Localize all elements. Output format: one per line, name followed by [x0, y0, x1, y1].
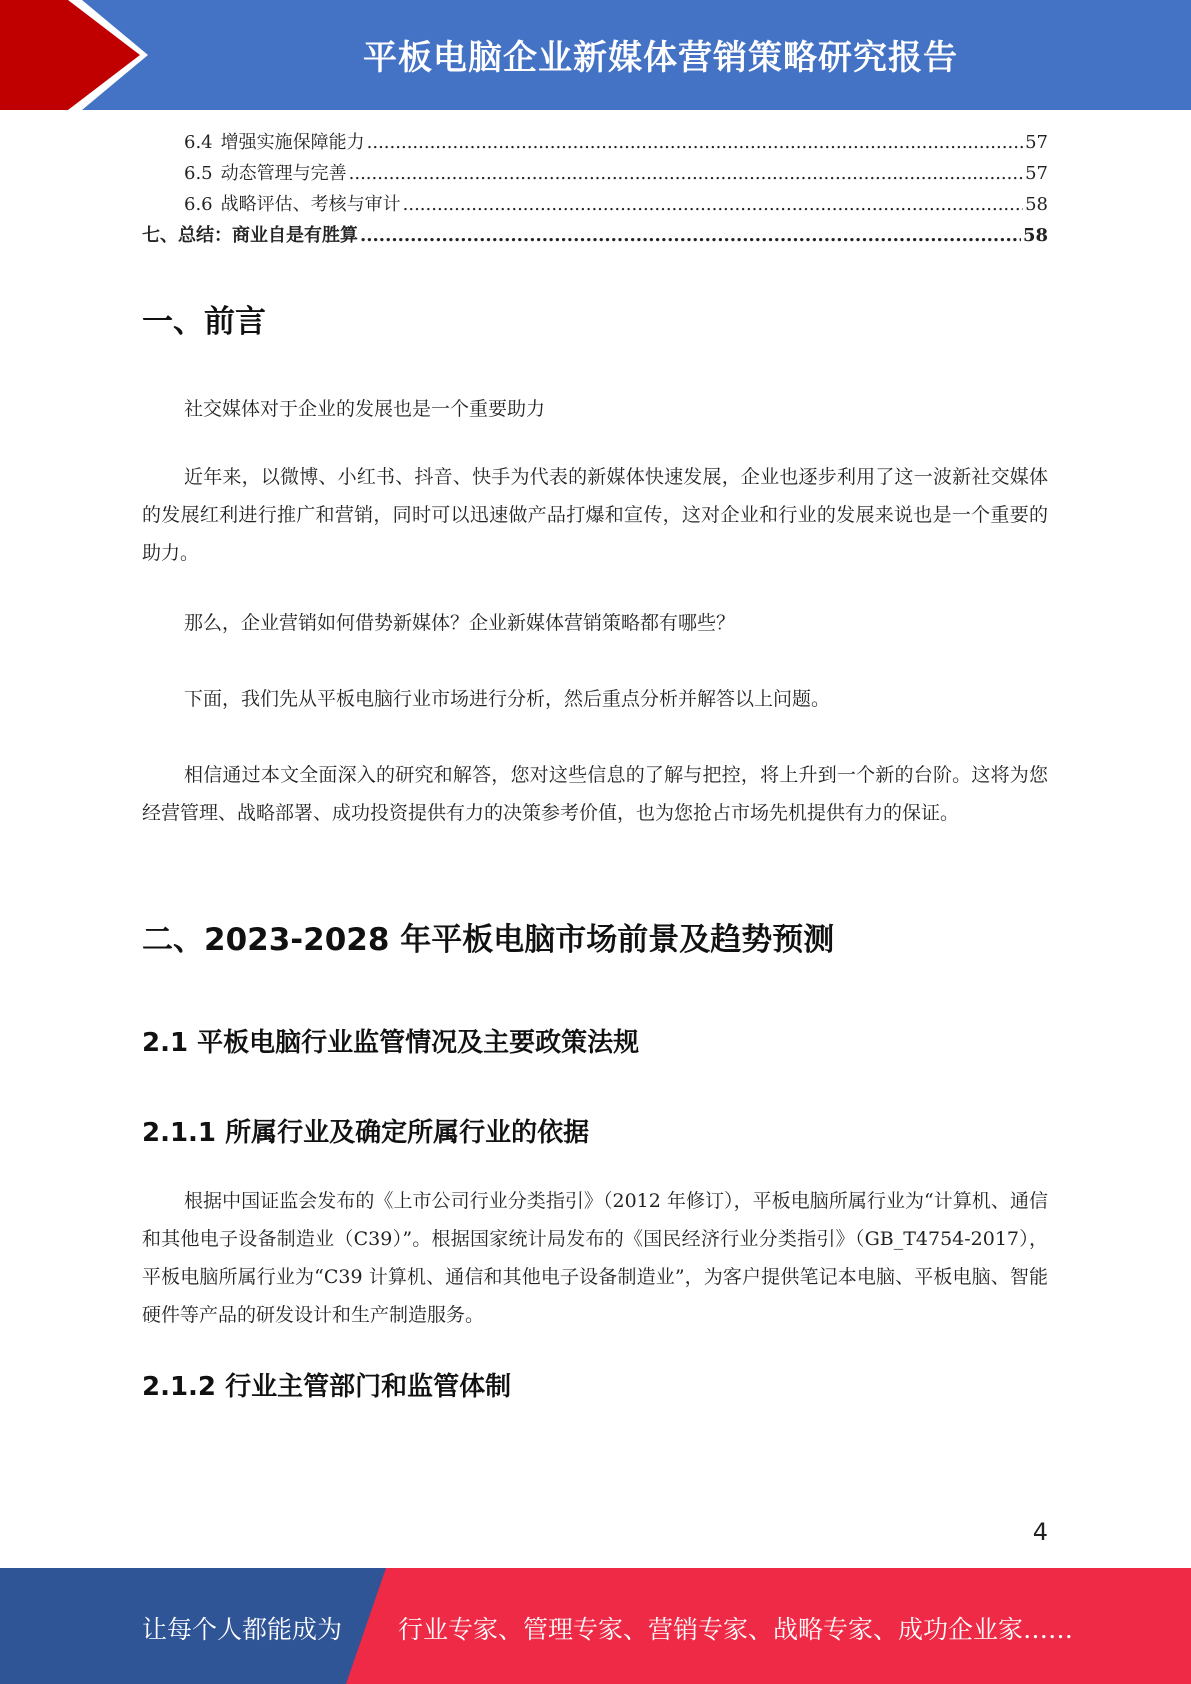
paragraph: 相信通过本文全面深入的研究和解答，您对这些信息的了解与把控，将上升到一个新的台阶。这将为您经营管理、战略部署、成功投资提供有力的决策参考价值，也为您抢占市场先机提供有力的保证。: [142, 764, 1048, 824]
toc-item-number: 6.5: [184, 163, 213, 184]
toc-item-page: 58: [1022, 225, 1048, 246]
toc-item[interactable]: [142, 128, 1048, 159]
toc-item-number: 6.6: [184, 194, 213, 215]
subsection-heading: 2.1.2 行业主管部门和监管体制: [142, 1372, 512, 1402]
toc-leader-dots: [367, 132, 1023, 153]
footer-slogan-right: 行业专家、管理专家、营销专家、战略专家、成功企业家……: [398, 1615, 1074, 1644]
toc-leader-dots: [349, 163, 1023, 184]
toc-leader-dots: [403, 194, 1023, 215]
paragraph: 下面，我们先从平板电脑行业市场进行分析，然后重点分析并解答以上问题。: [184, 688, 831, 710]
toc-item-label: 增强实施保障能力: [220, 132, 365, 153]
table-of-contents: [142, 128, 1048, 252]
section-heading-preface: 一、前言: [142, 304, 266, 340]
toc-item-label: 战略评估、考核与审计: [220, 194, 401, 215]
subsection-heading: 2.1 平板电脑行业监管情况及主要政策法规: [142, 1028, 640, 1058]
toc-item-label: 动态管理与完善: [220, 163, 347, 184]
toc-item-page: 58: [1025, 194, 1048, 215]
paragraph: 那么，企业营销如何借势新媒体？企业新媒体营销策略都有哪些？: [184, 612, 736, 634]
page-number: 4: [1032, 1518, 1048, 1546]
toc-item[interactable]: [142, 190, 1048, 221]
footer-slogan-left: 让每个人都能成为: [142, 1615, 343, 1644]
toc-item-page: 57: [1025, 132, 1048, 153]
toc-item-number: 6.4: [184, 132, 213, 153]
paragraph: 社交媒体对于企业的发展也是一个重要助力: [184, 398, 546, 420]
page-header: [0, 0, 1191, 110]
toc-item-page: 57: [1025, 163, 1048, 184]
section-heading-market-forecast: 二、2023-2028 年平板电脑市场前景及趋势预测: [142, 922, 835, 958]
toc-item[interactable]: [142, 159, 1048, 190]
report-title: 平板电脑企业新媒体营销策略研究报告: [363, 38, 958, 78]
page-footer: [0, 1568, 1191, 1684]
toc-leader-dots: [360, 225, 1021, 246]
paragraph: 根据中国证监会发布的《上市公司行业分类指引》（2012 年修订），平板电脑所属行业为“计算机、通信和其他电子设备制造业（C39）”。根据国家统计局发布的《国民经济行业分类指引》（GB_T4754-2017），平板电脑所属行业为“C39 计算机、通信和其他电子设备制造业”，为客户提供笔记本电脑、平板电脑、智能硬件等产品的研发设计和生产制造服务。: [142, 1190, 1048, 1326]
toc-item-label: 七、总结：商业自是有胜算: [142, 225, 358, 246]
paragraph: 近年来，以微博、小红书、抖音、快手为代表的新媒体快速发展，企业也逐步利用了这一波新社交媒体的发展红利进行推广和营销，同时可以迅速做产品打爆和宣传，这对企业和行业的发展来说也是一个重要的助力。: [142, 466, 1048, 564]
subsection-heading: 2.1.1 所属行业及确定所属行业的依据: [142, 1118, 590, 1148]
toc-main-item[interactable]: [142, 221, 1048, 252]
